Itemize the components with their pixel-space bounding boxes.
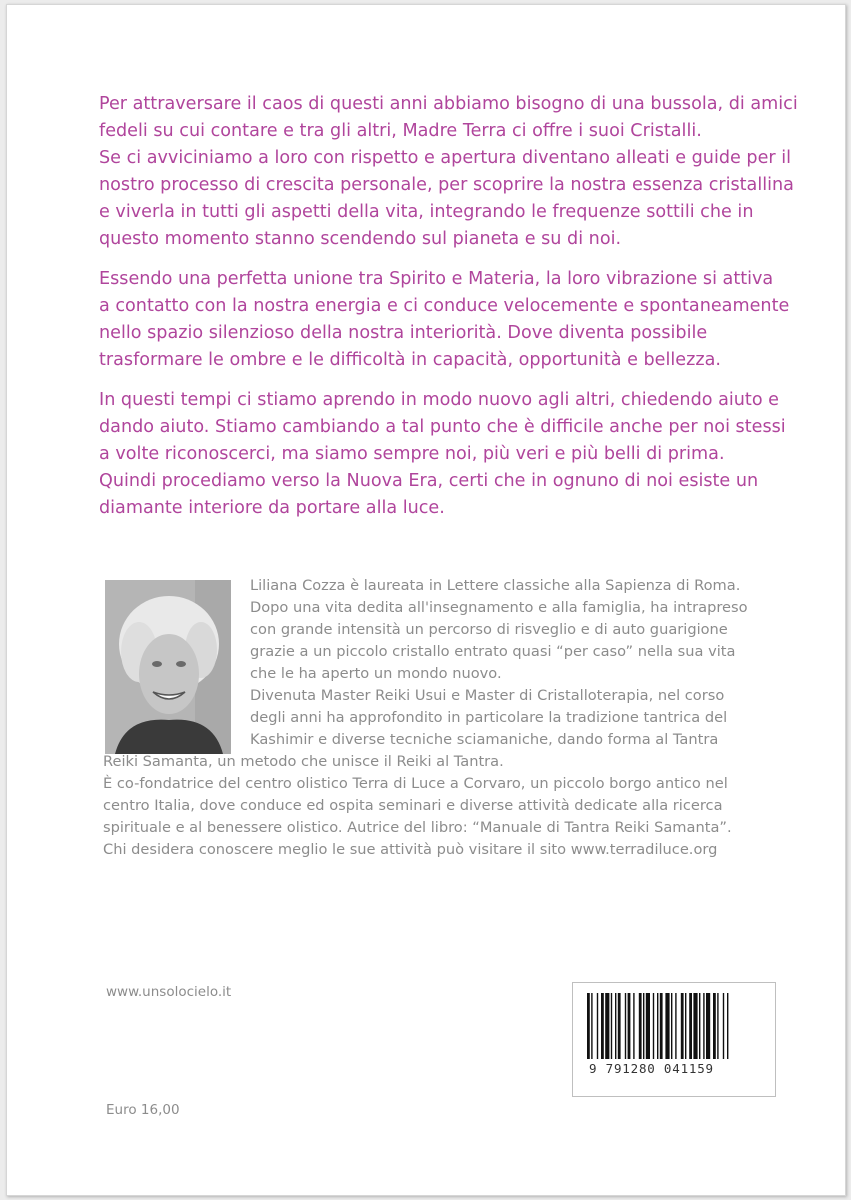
barcode-bar: [615, 993, 616, 1059]
bio-line: Kashimir e diverse tecniche sciamaniche, dando forma al Tantra: [250, 731, 719, 748]
blurb-line: nello spazio silenzioso della nostra interiorità. Dove diventa possibile: [99, 323, 708, 343]
barcode-bar: [699, 993, 700, 1059]
back-cover: [6, 4, 846, 1196]
bio-line: Liliana Cozza è laureata in Lettere classiche alla Sapienza di Roma.: [250, 577, 741, 594]
barcode-bar: [646, 993, 650, 1059]
blurb-line: fedeli su cui contare e tra gli altri, Madre Terra ci offre i suoi Cristalli.: [99, 121, 702, 141]
barcode-bar: [717, 993, 718, 1059]
bio-line: con grande intensità un percorso di risveglio e di auto guarigione: [250, 621, 728, 638]
barcode-bar: [597, 993, 598, 1059]
bio-line: grazie a un piccolo cristallo entrato quasi “per caso” nella sua vita: [250, 643, 736, 660]
price-label: Euro 16,00: [106, 1102, 180, 1118]
blurb-line: e viverla in tutti gli aspetti della vita, integrando le frequenze sottili che in: [99, 202, 754, 222]
blurb-line: Per attraversare il caos di questi anni abbiamo bisogno di una bussola, di amici: [99, 94, 798, 114]
barcode-bar: [591, 993, 592, 1059]
author-portrait-image: [105, 580, 231, 754]
barcode-bars: [587, 993, 761, 1059]
blurb-line: a volte riconoscerci, ma siamo sempre noi, più veri e più belli di prima.: [99, 444, 725, 464]
blurb-line: nostro processo di crescita personale, per scoprire la nostra essenza cristallina: [99, 175, 794, 195]
barcode-bar: [685, 993, 686, 1059]
barcode-bar: [611, 993, 612, 1059]
publisher-website: www.unsolocielo.it: [106, 984, 232, 1000]
barcode-bar: [713, 993, 716, 1059]
barcode-bar: [665, 993, 669, 1059]
bio-line: centro Italia, dove conduce ed ospita seminari e diverse attività dedicate alla ricerca: [103, 797, 723, 814]
bio-line: Dopo una vita dedita all'insegnamento e alla famiglia, ha intrapreso: [250, 599, 748, 616]
blurb-line: questo momento stanno scendendo sul pianeta e su di noi.: [99, 229, 622, 249]
barcode-bar: [639, 993, 642, 1059]
barcode-bar: [633, 993, 634, 1059]
barcode-bar: [601, 993, 604, 1059]
blurb-line: Se ci avviciniamo a loro con rispetto e apertura diventano alleati e guide per il: [99, 148, 792, 168]
barcode-bar: [660, 993, 663, 1059]
barcode-image: [572, 982, 776, 1097]
barcode-bar: [675, 993, 676, 1059]
barcode-bar: [693, 993, 697, 1059]
barcode-bar: [587, 993, 590, 1059]
blurb-line: trasformare le ombre e le difficoltà in capacità, opportunità e bellezza.: [99, 350, 721, 370]
blurb-paragraph-2: [99, 266, 789, 374]
bio-line: spirituale e al benessere olistico. Autrice del libro: “Manuale di Tantra Reiki Samanta”.: [103, 819, 732, 836]
barcode-bar: [723, 993, 724, 1059]
blurb-paragraph-1: [99, 91, 798, 253]
blurb-line: Quindi procediamo verso la Nuova Era, certi che in ognuno di noi esiste un: [99, 471, 759, 491]
blurb-line: Essendo una perfetta unione tra Spirito e Materia, la loro vibrazione si attiva: [99, 269, 774, 289]
portrait-drawing: [105, 580, 231, 754]
blurb-text: [99, 91, 798, 535]
blurb-line: In questi tempi ci stiamo aprendo in modo nuovo agli altri, chiedendo aiuto e: [99, 390, 779, 410]
barcode-bar: [643, 993, 644, 1059]
blurb-line: dando aiuto. Stiamo cambiando a tal punto che è difficile anche per noi stessi: [99, 417, 786, 437]
blurb-line: a contatto con la nostra energia e ci conduce velocemente e spontaneamente: [99, 296, 790, 316]
author-bio: [103, 575, 790, 861]
barcode-bar: [628, 993, 631, 1059]
barcode-bar: [657, 993, 658, 1059]
barcode-bar: [681, 993, 684, 1059]
barcode-bar: [671, 993, 672, 1059]
bio-line: Chi desidera conoscere meglio le sue attività può visitare il sito www.terradiluce.org: [103, 841, 718, 858]
barcode-bar: [653, 993, 654, 1059]
blurb-line: diamante interiore da portare alla luce.: [99, 498, 445, 518]
blurb-paragraph-3: [99, 387, 789, 522]
barcode-bar: [618, 993, 621, 1059]
bio-line: che le ha aperto un mondo nuovo.: [250, 665, 502, 682]
barcode-bar: [625, 993, 626, 1059]
barcode-number: 9 791280 041159: [589, 1061, 714, 1076]
barcode-bar: [703, 993, 704, 1059]
barcode-bar: [605, 993, 609, 1059]
barcode-bar: [706, 993, 710, 1059]
bio-line: Divenuta Master Reiki Usui e Master di Cristalloterapia, nel corso: [250, 687, 725, 704]
bio-line: È co-fondatrice del centro olistico Terra di Luce a Corvaro, un piccolo borgo antico nel: [103, 775, 728, 792]
bio-line: Reiki Samanta, un metodo che unisce il Reiki al Tantra.: [103, 753, 504, 770]
barcode-bar: [727, 993, 728, 1059]
barcode-bar: [689, 993, 692, 1059]
bio-line: degli anni ha approfondito in particolare la tradizione tantrica del: [250, 709, 728, 726]
